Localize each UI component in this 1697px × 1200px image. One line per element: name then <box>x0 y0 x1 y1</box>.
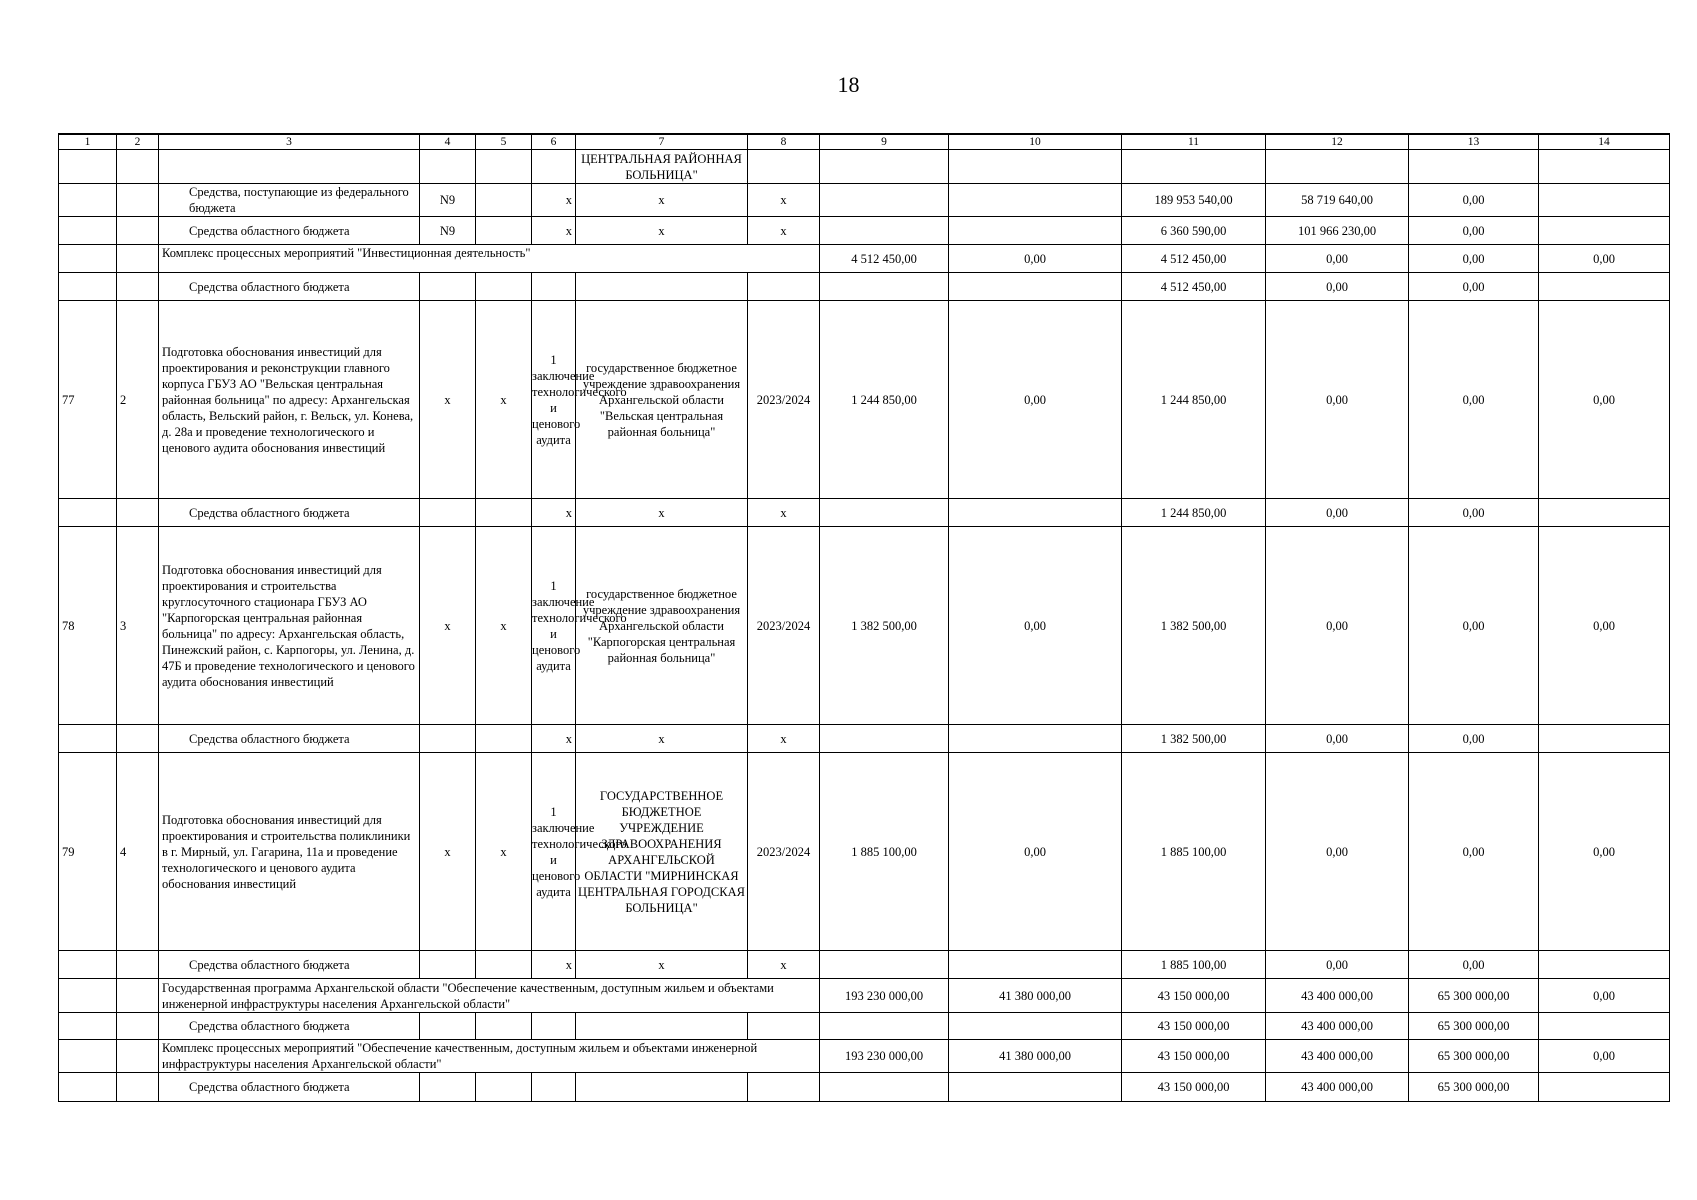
row-label: Комплекс процессных мероприятий "Инвестиционная деятельность" <box>159 245 820 273</box>
cell-col9: 4 512 450,00 <box>820 245 949 273</box>
regional-budget-row <box>59 217 1670 245</box>
cell-col14: 0,00 <box>1539 1040 1670 1073</box>
project-row-79 <box>59 753 1670 951</box>
cell-col12: 43 400 000,00 <box>1266 979 1409 1013</box>
result-cell: 1 заключение технологического и ценового аудита <box>532 301 576 499</box>
organization-name: ГОСУДАРСТВЕННОЕ БЮДЖЕТНОЕ УЧРЕЖДЕНИЕ ЗДРАВООХРАНЕНИЯ АРХАНГЕЛЬСКОЙ ОБЛАСТИ "МИРНИНСКАЯ ЦЕНТРАЛЬНАЯ ГОРОДСКАЯ БОЛЬНИЦА" <box>576 753 748 951</box>
cell-col11: 1 244 850,00 <box>1122 499 1266 527</box>
column-number: 7 <box>576 134 748 150</box>
column-number: 1 <box>59 134 117 150</box>
cell-col12: 0,00 <box>1266 527 1409 725</box>
cell-col11: 1 244 850,00 <box>1122 301 1266 499</box>
row-label: Средства областного бюджета <box>159 1013 420 1040</box>
cell-col9: 1 382 500,00 <box>820 527 949 725</box>
cell-col12: 0,00 <box>1266 499 1409 527</box>
cell-col13: 65 300 000,00 <box>1409 1013 1539 1040</box>
cell-col10: 41 380 000,00 <box>949 979 1122 1013</box>
cell-col8: x <box>748 725 820 753</box>
cell-col8: x <box>748 951 820 979</box>
cell-col12: 0,00 <box>1266 753 1409 951</box>
cell-col8: x <box>748 184 820 217</box>
cell-col11: 43 150 000,00 <box>1122 1073 1266 1102</box>
column-number: 3 <box>159 134 420 150</box>
cell-col9: 1 244 850,00 <box>820 301 949 499</box>
row-subnumber: 4 <box>117 753 159 951</box>
budget-table <box>58 133 1670 1102</box>
row-label: Комплекс процессных мероприятий "Обеспечение качественным, доступным жильем и объектами инженерной инфраструктуры населения Архангельской области" <box>159 1040 820 1073</box>
row-label: Государственная программа Архангельской области "Обеспечение качественным, доступным жильем и объектами инженерной инфраструктуры населения Архангельской области" <box>159 979 820 1013</box>
period-cell: 2023/2024 <box>748 527 820 725</box>
cell-col13: 65 300 000,00 <box>1409 1040 1539 1073</box>
cell-col7: x <box>576 951 748 979</box>
cell-col7: x <box>576 184 748 217</box>
project-description: Подготовка обоснования инвестиций для проектирования и реконструкции главного корпуса ГБУЗ АО "Вельская центральная районная больница" по адресу: Архангельская область, Вельский район, г. Вельск, ул. Конева, д. 28а и проведение технологического и ценового аудита обоснования инвестиций <box>159 301 420 499</box>
cell-col13: 0,00 <box>1409 184 1539 217</box>
column-number-row <box>59 134 1670 150</box>
row-number: 77 <box>59 301 117 499</box>
page-number: 18 <box>837 72 860 97</box>
cell-col12: 43 400 000,00 <box>1266 1040 1409 1073</box>
cell-col9: 193 230 000,00 <box>820 1040 949 1073</box>
cell-col11: 6 360 590,00 <box>1122 217 1266 245</box>
cell-col4: x <box>420 527 476 725</box>
cell-col14: 0,00 <box>1539 245 1670 273</box>
cell-col12: 0,00 <box>1266 301 1409 499</box>
cell-col8: x <box>748 217 820 245</box>
row-label: Средства областного бюджета <box>159 499 420 527</box>
cell-col13: 0,00 <box>1409 273 1539 301</box>
cell-col6: x <box>532 499 576 527</box>
row-number: 78 <box>59 527 117 725</box>
result-cell: 1 заключение технологического и ценового аудита <box>532 527 576 725</box>
cell-col11: 1 382 500,00 <box>1122 725 1266 753</box>
column-number: 9 <box>820 134 949 150</box>
cell-col10: 0,00 <box>949 245 1122 273</box>
cell-col13: 0,00 <box>1409 951 1539 979</box>
regional-budget-row <box>59 499 1670 527</box>
cell-col9: 193 230 000,00 <box>820 979 949 1013</box>
period-cell: 2023/2024 <box>748 301 820 499</box>
cell-col13: 65 300 000,00 <box>1409 1073 1539 1102</box>
cell-col11: 4 512 450,00 <box>1122 273 1266 301</box>
regional-budget-row <box>59 725 1670 753</box>
cell-col4: x <box>420 753 476 951</box>
cell-col11: 43 150 000,00 <box>1122 1013 1266 1040</box>
cell-col4: N9 <box>420 217 476 245</box>
cell-col6: x <box>532 217 576 245</box>
complex-housing-row <box>59 1040 1670 1073</box>
row-subnumber: 3 <box>117 527 159 725</box>
cell-col13: 0,00 <box>1409 753 1539 951</box>
organization-name: государственное бюджетное учреждение здравоохранения Архангельской области "Вельская центральная районная больница" <box>576 301 748 499</box>
cell-col11: 4 512 450,00 <box>1122 245 1266 273</box>
cell-col13: 0,00 <box>1409 499 1539 527</box>
cell-col13: 0,00 <box>1409 217 1539 245</box>
column-number: 2 <box>117 134 159 150</box>
row-label: Средства областного бюджета <box>159 725 420 753</box>
cell-col12: 0,00 <box>1266 951 1409 979</box>
row-label: Средства областного бюджета <box>159 951 420 979</box>
column-number: 11 <box>1122 134 1266 150</box>
cell-col13: 0,00 <box>1409 725 1539 753</box>
cell-col9: 1 885 100,00 <box>820 753 949 951</box>
cell-col14: 0,00 <box>1539 753 1670 951</box>
column-number: 6 <box>532 134 576 150</box>
cell-col5: x <box>476 753 532 951</box>
cell-col10: 0,00 <box>949 753 1122 951</box>
regional-budget-row <box>59 273 1670 301</box>
cell-col13: 0,00 <box>1409 301 1539 499</box>
cell-col7: x <box>576 217 748 245</box>
cell-col6: x <box>532 725 576 753</box>
cell-col12: 43 400 000,00 <box>1266 1013 1409 1040</box>
column-number: 12 <box>1266 134 1409 150</box>
state-program-row <box>59 979 1670 1013</box>
cell-col12: 0,00 <box>1266 725 1409 753</box>
regional-budget-row <box>59 1013 1670 1040</box>
column-number: 13 <box>1409 134 1539 150</box>
column-number: 4 <box>420 134 476 150</box>
cell-col10: 0,00 <box>949 527 1122 725</box>
row-label: Средства областного бюджета <box>159 217 420 245</box>
cell-col12: 58 719 640,00 <box>1266 184 1409 217</box>
cell-col6: x <box>532 951 576 979</box>
cell-col12: 101 966 230,00 <box>1266 217 1409 245</box>
cell-col4: N9 <box>420 184 476 217</box>
cell-col7: x <box>576 499 748 527</box>
column-number: 14 <box>1539 134 1670 150</box>
cell-col12: 0,00 <box>1266 245 1409 273</box>
row-number: 79 <box>59 753 117 951</box>
federal-budget-row <box>59 184 1670 217</box>
cell-col14: 0,00 <box>1539 527 1670 725</box>
cell-col7: x <box>576 725 748 753</box>
cell-col13: 0,00 <box>1409 527 1539 725</box>
cell-col11: 43 150 000,00 <box>1122 1040 1266 1073</box>
period-cell: 2023/2024 <box>748 753 820 951</box>
project-row-77 <box>59 301 1670 499</box>
cell-col13: 0,00 <box>1409 245 1539 273</box>
cell-col6: x <box>532 184 576 217</box>
project-description: Подготовка обоснования инвестиций для проектирования и строительства круглосуточного стационара ГБУЗ АО "Карпогорская центральная районная больница" по адресу: Архангельская область, Пинежский район, с. Карпогоры, ул. Ленина, д. 47Б и проведение технологического и ценового аудита обоснования инвестиций <box>159 527 420 725</box>
row-label: Средства областного бюджета <box>159 273 420 301</box>
organization-name: государственное бюджетное учреждение здравоохранения Архангельской области "Карпогорская центральная районная больница" <box>576 527 748 725</box>
cell-col14: 0,00 <box>1539 979 1670 1013</box>
regional-budget-row <box>59 1073 1670 1102</box>
cell-col12: 43 400 000,00 <box>1266 1073 1409 1102</box>
cell-col11: 1 885 100,00 <box>1122 753 1266 951</box>
cell-col11: 189 953 540,00 <box>1122 184 1266 217</box>
complex-invest-row <box>59 245 1670 273</box>
row-label: Средства, поступающие из федерального бюджета <box>159 184 420 217</box>
row-label: Средства областного бюджета <box>159 1073 420 1102</box>
column-number: 10 <box>949 134 1122 150</box>
cell-col8: x <box>748 499 820 527</box>
org-name-continuation: ЦЕНТРАЛЬНАЯ РАЙОННАЯ БОЛЬНИЦА" <box>576 150 748 184</box>
row-subnumber: 2 <box>117 301 159 499</box>
regional-budget-row <box>59 951 1670 979</box>
cell-col14: 0,00 <box>1539 301 1670 499</box>
cell-col5: x <box>476 527 532 725</box>
cell-col4: x <box>420 301 476 499</box>
cell-col10: 41 380 000,00 <box>949 1040 1122 1073</box>
continuation-row <box>59 150 1670 184</box>
cell-col13: 65 300 000,00 <box>1409 979 1539 1013</box>
cell-col11: 43 150 000,00 <box>1122 979 1266 1013</box>
project-description: Подготовка обоснования инвестиций для проектирования и строительства поликлиники в г. Мирный, ул. Гагарина, 11а и проведение технологического и ценового аудита обоснования инвестиций <box>159 753 420 951</box>
cell-col5: x <box>476 301 532 499</box>
column-number: 5 <box>476 134 532 150</box>
cell-col12: 0,00 <box>1266 273 1409 301</box>
result-cell: 1 заключение технологического и ценового аудита <box>532 753 576 951</box>
project-row-78 <box>59 527 1670 725</box>
cell-col11: 1 885 100,00 <box>1122 951 1266 979</box>
cell-col11: 1 382 500,00 <box>1122 527 1266 725</box>
cell-col10: 0,00 <box>949 301 1122 499</box>
column-number: 8 <box>748 134 820 150</box>
